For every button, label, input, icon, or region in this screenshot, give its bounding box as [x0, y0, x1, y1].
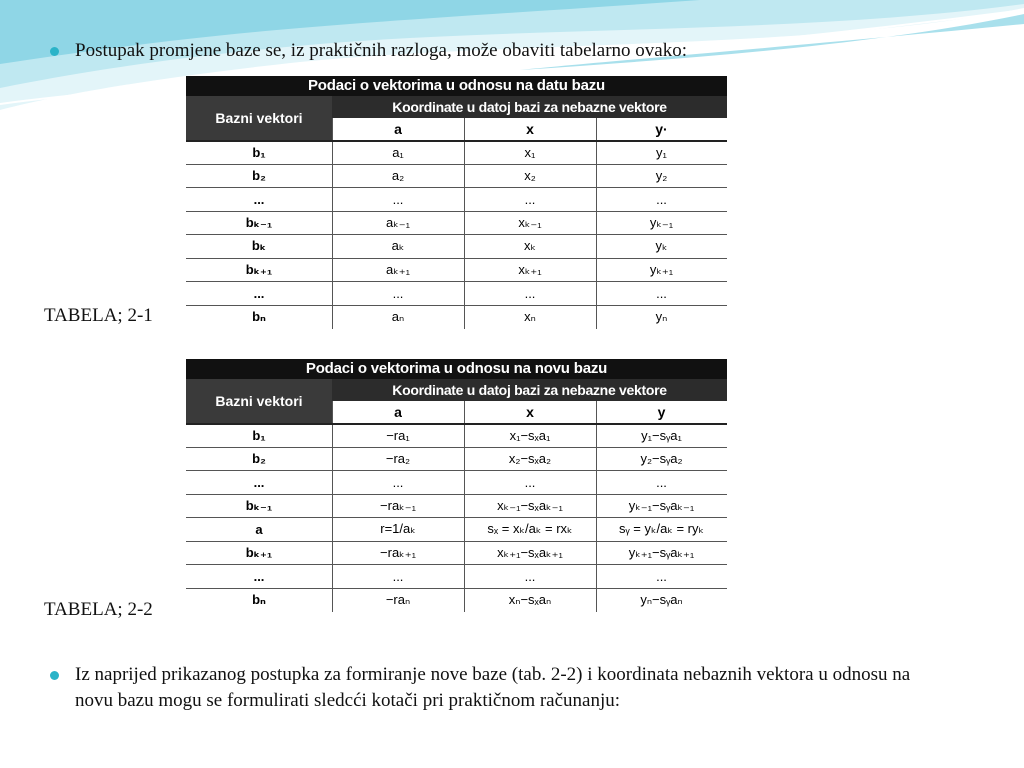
coordinate-cell: aₖ₋₁ [385, 214, 410, 230]
table-row [186, 517, 727, 541]
coordinate-cell: ... [392, 474, 404, 490]
coordinate-cell: y₂ [655, 168, 668, 184]
coordinate-cell: ... [524, 474, 536, 490]
basis-vector-cell: bₙ [252, 308, 266, 324]
basis-vector-cell: bₖ₊₁ [245, 544, 273, 560]
coordinate-cell: x₂ [524, 168, 536, 184]
basis-vector-cell: a [255, 521, 263, 537]
coordinate-cell: aₖ [391, 238, 405, 254]
coordinate-cell: yₙ−sᵧaₙ [640, 591, 683, 607]
coordinate-cell: ... [524, 191, 536, 207]
table-row [186, 211, 727, 235]
table-2-coord-header: Koordinate u datoj bazi za nebazne vektore [332, 379, 727, 401]
table-row [186, 258, 727, 282]
table-1-col-a: a [394, 121, 402, 137]
table-1-body [186, 140, 727, 328]
table-2-col-y: y [657, 404, 666, 420]
basis-vector-cell: b₁ [252, 428, 266, 444]
table-2-caption: TABELA; 2-2 [44, 599, 153, 620]
table-2-title: Podaci o vektorima u odnosu na novu bazu [186, 359, 727, 379]
basis-vector-cell: ... [253, 285, 265, 301]
table-1-coord-header: Koordinate u datoj bazi za nebazne vektore [332, 96, 727, 118]
table-2-basis-header: Bazni vektori [186, 379, 332, 423]
coordinate-cell: xₖ₋₁−sₓaₖ₋₁ [497, 497, 563, 513]
coordinate-cell: ... [656, 285, 667, 301]
coordinate-cell: y₁ [656, 145, 667, 161]
bullet-dot-icon [50, 671, 59, 680]
coordinate-cell: sₓ = xₖ/aₖ = rxₖ [487, 521, 573, 537]
coordinate-cell: −raₙ [385, 591, 411, 607]
coordinate-cell: a₁ [392, 145, 404, 161]
table-row [186, 447, 727, 471]
table-1-col-x: x [526, 121, 534, 137]
table-row [186, 588, 727, 612]
table-2-col-a: a [394, 404, 402, 420]
table-row [186, 164, 727, 188]
coordinate-cell: yₙ [655, 308, 668, 324]
table-row [186, 564, 727, 588]
coordinate-cell: xₖ₊₁−sₓaₖ₊₁ [497, 544, 563, 560]
table-row [186, 140, 727, 164]
coordinate-cell: yₖ₋₁−sᵧaₖ₋₁ [628, 497, 695, 513]
table-1 [186, 76, 727, 329]
outro-text: Iz naprijed prikazanog postupka za formiranje nove baze (tab. 2-2) i koordinata nebaznih vektora u odnosu na novu bazu mogu se formulirati sledcći kotači pri praktičnom računanju: [75, 664, 911, 711]
basis-vector-cell: b₁ [252, 145, 266, 161]
table-2-col-x: x [526, 404, 534, 420]
coordinate-cell: yₖ₋₁ [649, 214, 674, 230]
coordinate-cell: ... [656, 474, 667, 490]
coordinate-cell: yₖ₊₁ [649, 261, 674, 277]
coordinate-cell: aₖ₊₁ [385, 261, 410, 277]
table-row [186, 423, 727, 447]
coordinate-cell: xₖ₋₁ [518, 214, 542, 230]
table-row [186, 234, 727, 258]
coordinate-cell: ... [392, 191, 404, 207]
coordinate-cell: −ra₁ [386, 428, 410, 444]
basis-vector-cell: ... [253, 191, 265, 207]
coordinate-cell: xₖ [523, 238, 537, 254]
table-1-col-y: y· [655, 121, 668, 137]
coordinate-cell: x₂−sₓa₂ [508, 451, 552, 467]
coordinate-cell: x₁ [524, 145, 536, 161]
coordinate-cell: r=1/aₖ [380, 521, 416, 537]
table-row [186, 494, 727, 518]
table-row [186, 470, 727, 494]
coordinate-cell: y₁−sᵧa₁ [641, 428, 682, 444]
table-row [186, 281, 727, 305]
coordinate-cell: xₙ−sₓaₙ [508, 591, 552, 607]
outro-bullet [75, 662, 935, 714]
table-2-body [186, 423, 727, 611]
coordinate-cell: aₙ [391, 308, 405, 324]
coordinate-cell: yₖ₊₁−sᵧaₖ₊₁ [628, 544, 695, 560]
coordinate-cell: yₖ [655, 238, 668, 254]
coordinate-cell: ... [392, 568, 404, 584]
basis-vector-cell: ... [253, 568, 265, 584]
coordinate-cell: ... [656, 191, 667, 207]
table-1-basis-header: Bazni vektori [186, 96, 332, 140]
basis-vector-cell: ... [253, 474, 265, 490]
intro-text: Postupak promjene baze se, iz praktičnih razloga, može obaviti tabelarno ovako: [75, 40, 688, 61]
coordinate-cell: ... [524, 285, 536, 301]
basis-vector-cell: b₂ [252, 451, 266, 467]
table-row [186, 305, 727, 329]
basis-vector-cell: bₖ₋₁ [245, 214, 273, 230]
basis-vector-cell: bₙ [252, 591, 266, 607]
coordinate-cell: a₂ [391, 168, 405, 184]
basis-vector-cell: bₖ₊₁ [245, 261, 273, 277]
bullet-dot-icon [50, 47, 59, 56]
coordinate-cell: ... [392, 285, 404, 301]
coordinate-cell: x₁−sₓa₁ [509, 428, 551, 444]
table-row [186, 541, 727, 565]
intro-bullet [75, 38, 975, 64]
coordinate-cell: −ra₂ [385, 451, 411, 467]
table-1-title: Podaci o vektorima u odnosu na datu bazu [186, 76, 727, 96]
coordinate-cell: ... [524, 568, 536, 584]
coordinate-cell: −raₖ₋₁ [380, 497, 416, 513]
table-2 [186, 359, 727, 612]
coordinate-cell: xₖ₊₁ [518, 261, 542, 277]
coordinate-cell: ... [656, 568, 667, 584]
coordinate-cell: xₙ [524, 308, 536, 324]
coordinate-cell: −raₖ₊₁ [380, 544, 416, 560]
coordinate-cell: y₂−sᵧa₂ [640, 451, 683, 467]
basis-vector-cell: b₂ [252, 168, 266, 184]
basis-vector-cell: bₖ [251, 238, 267, 254]
coordinate-cell: sᵧ = yₖ/aₖ = ryₖ [618, 521, 705, 537]
basis-vector-cell: bₖ₋₁ [245, 497, 273, 513]
table-1-caption: TABELA; 2-1 [44, 305, 153, 326]
table-row [186, 187, 727, 211]
